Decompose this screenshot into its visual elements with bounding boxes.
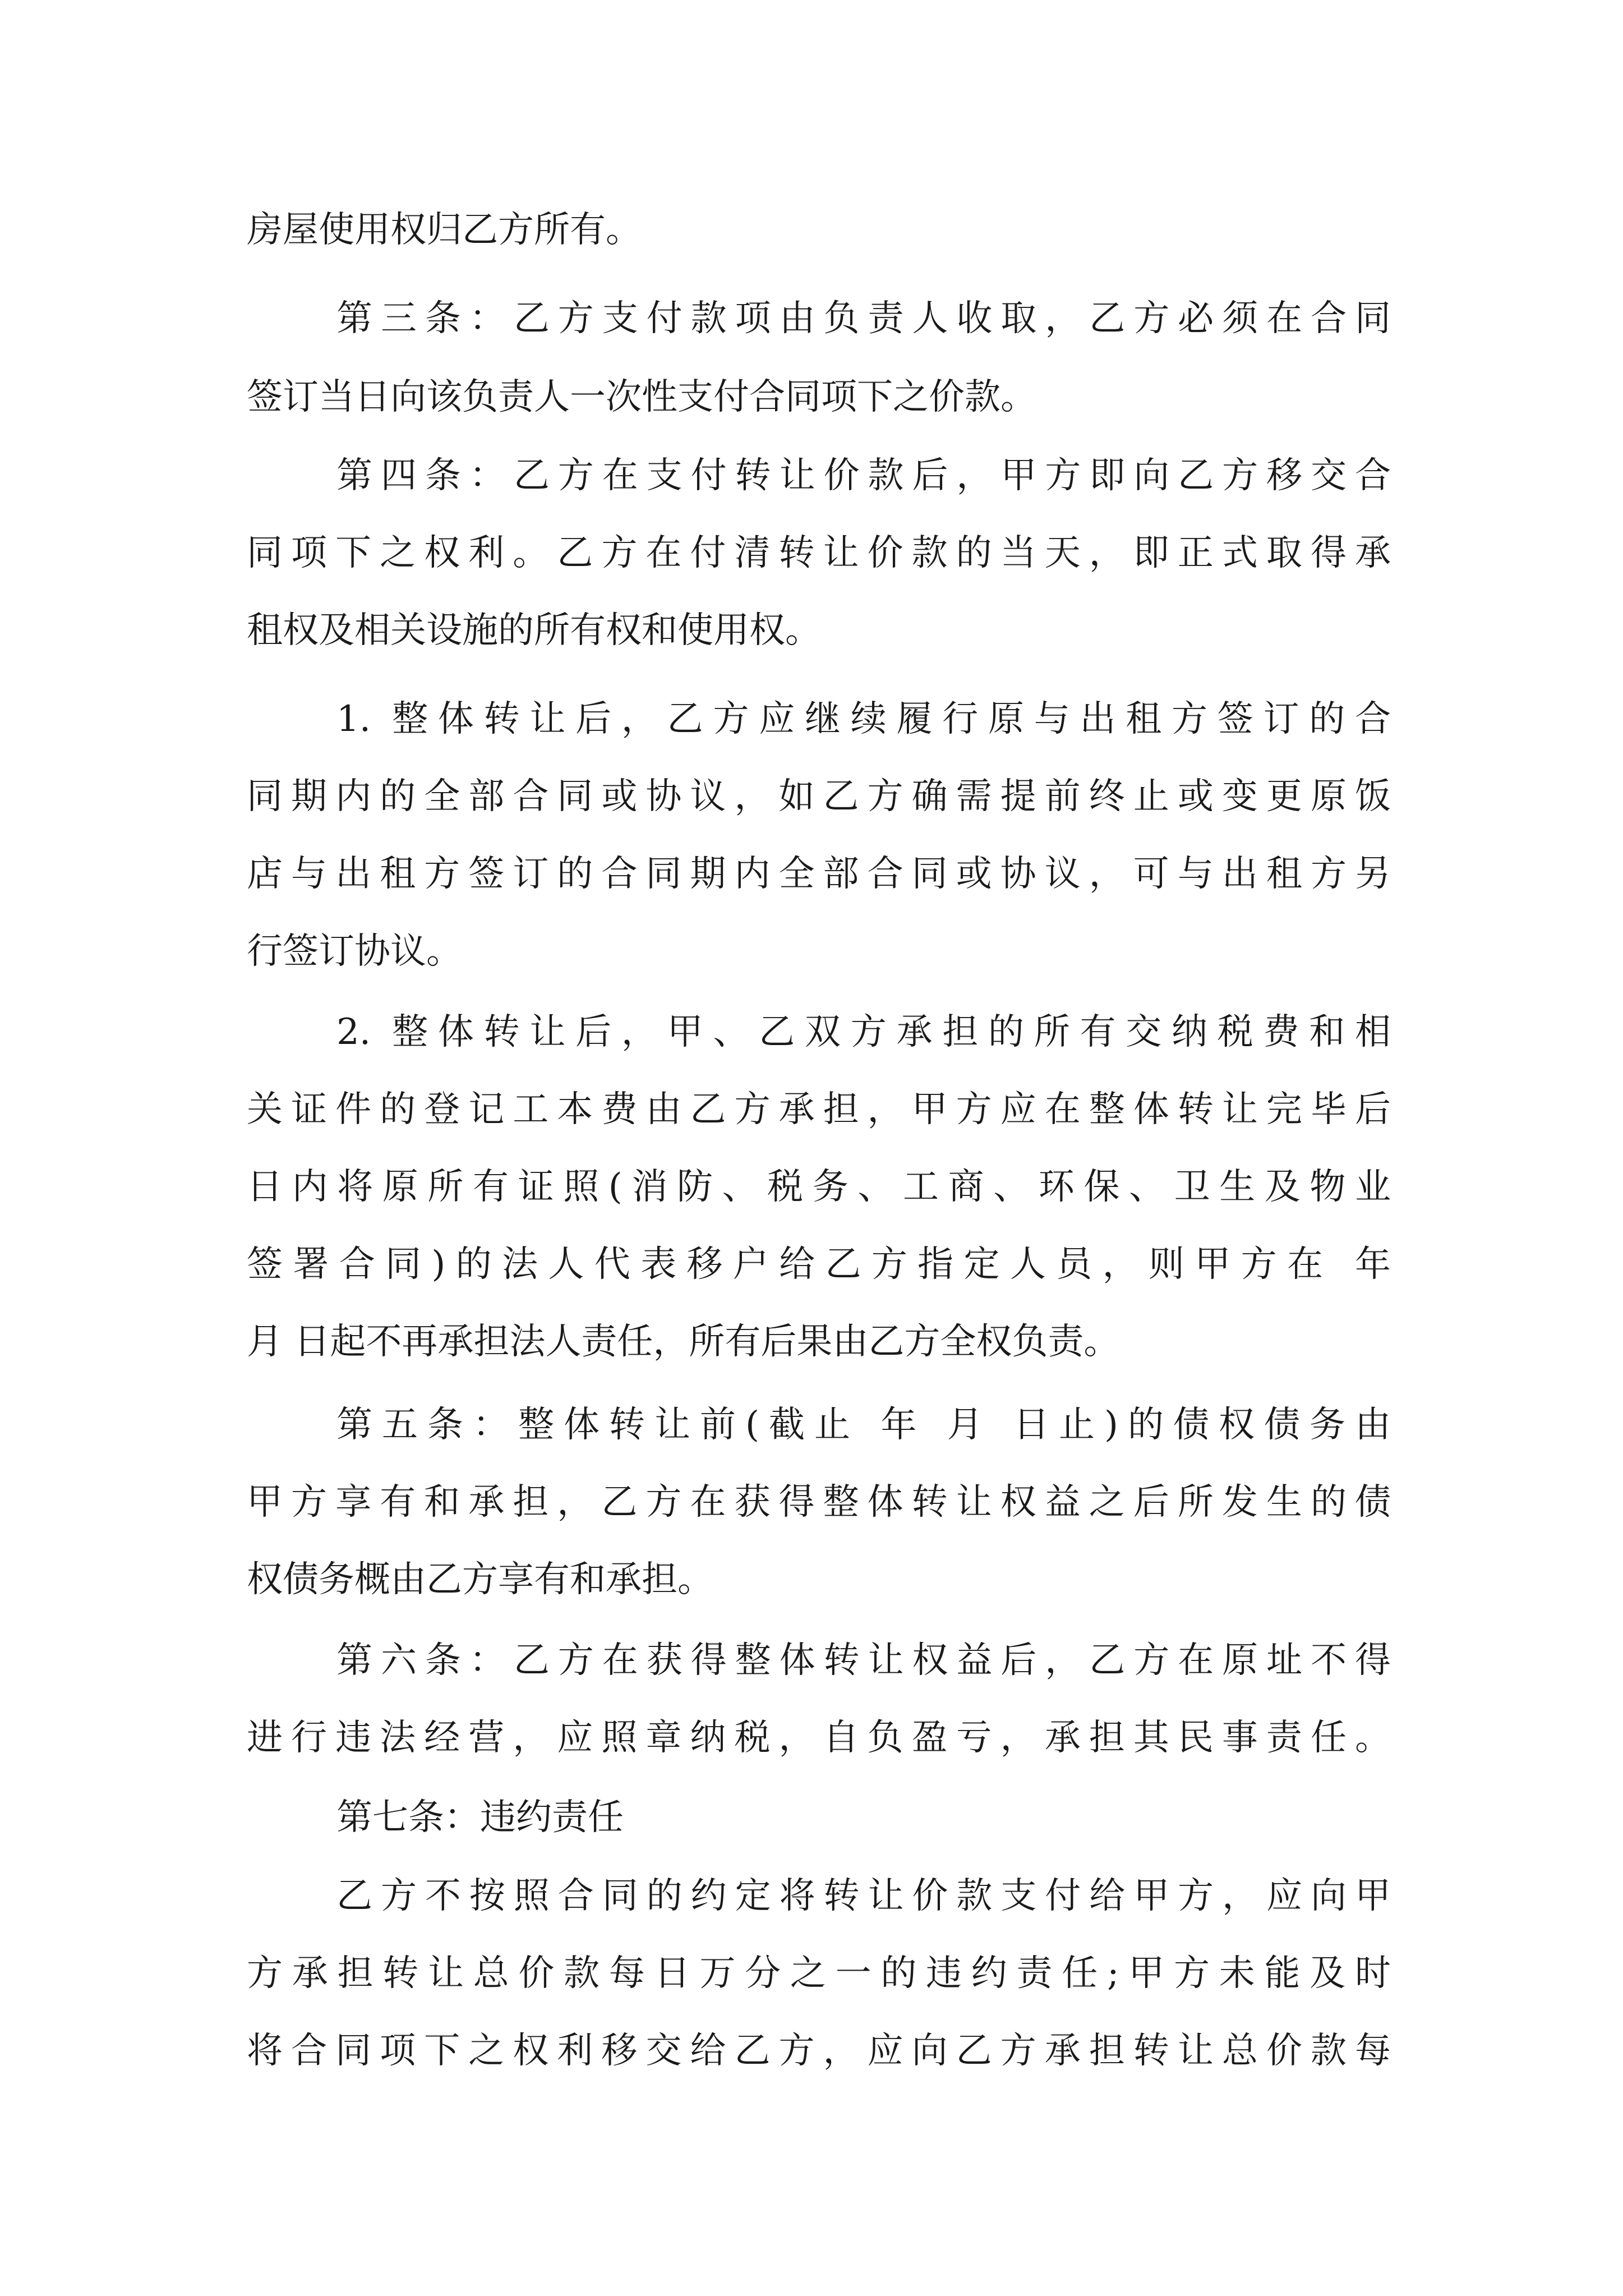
text-line: 同项下之权利。乙方在付清转让价款的当天，即正式取得承	[247, 532, 1391, 574]
text-line: 第三条：乙方支付款项由负责人收取，乙方必须在合同	[336, 298, 1391, 339]
text-line: 第七条：违约责任	[336, 1797, 624, 1838]
text-line: 签署合同)的法人代表移户给乙方指定人员，则甲方在 年	[247, 1244, 1391, 1285]
text-line: 甲方享有和承担，乙方在获得整体转让权益之后所发生的债	[247, 1481, 1391, 1523]
text-line: 进行违法经营，应照章纳税，自负盈亏，承担其民事责任。	[247, 1717, 1391, 1759]
text-line: 方承担转让总价款每日万分之一的违约责任;甲方未能及时	[247, 1953, 1391, 1994]
text-line: 将合同项下之权利移交给乙方，应向乙方承担转让总价款每	[247, 2030, 1391, 2072]
text-line: 第四条：乙方在支付转让价款后，甲方即向乙方移交合	[336, 455, 1391, 496]
text-line: 日内将原所有证照(消防、税务、工商、环保、卫生及物业	[247, 1166, 1391, 1208]
text-line: 乙方不按照合同的约定将转让价款支付给甲方，应向甲	[336, 1875, 1391, 1917]
text-line: 月 日起不再承担法人责任，所有后果由乙方全权负责。	[247, 1321, 1120, 1363]
text-line: 租权及相关设施的所有权和使用权。	[247, 610, 821, 651]
text-line: 权债务概由乙方享有和承担。	[247, 1559, 713, 1600]
text-line: 行签订协议。	[247, 931, 462, 972]
text-line: 房屋使用权归乙方所有。	[247, 209, 642, 251]
text-line: 第六条：乙方在获得整体转让权益后，乙方在原址不得	[336, 1640, 1391, 1681]
text-line: 关证件的登记工本费由乙方承担，甲方应在整体转让完毕后	[247, 1089, 1391, 1130]
text-line: 签订当日向该负责人一次性支付合同项下之价款。	[247, 376, 1036, 418]
text-line: 同期内的全部合同或协议，如乙方确需提前终止或变更原饭	[247, 776, 1391, 817]
text-line: 2. 整体转让后，甲、乙双方承担的所有交纳税费和相	[336, 1011, 1391, 1053]
text-line: 店与出租方签订的合同期内全部合同或协议，可与出租方另	[247, 853, 1391, 895]
text-line: 1. 整体转让后，乙方应继续履行原与出租方签订的合	[336, 698, 1391, 740]
text-line: 第五条：整体转让前(截止 年 月 日止)的债权债务由	[336, 1404, 1391, 1446]
